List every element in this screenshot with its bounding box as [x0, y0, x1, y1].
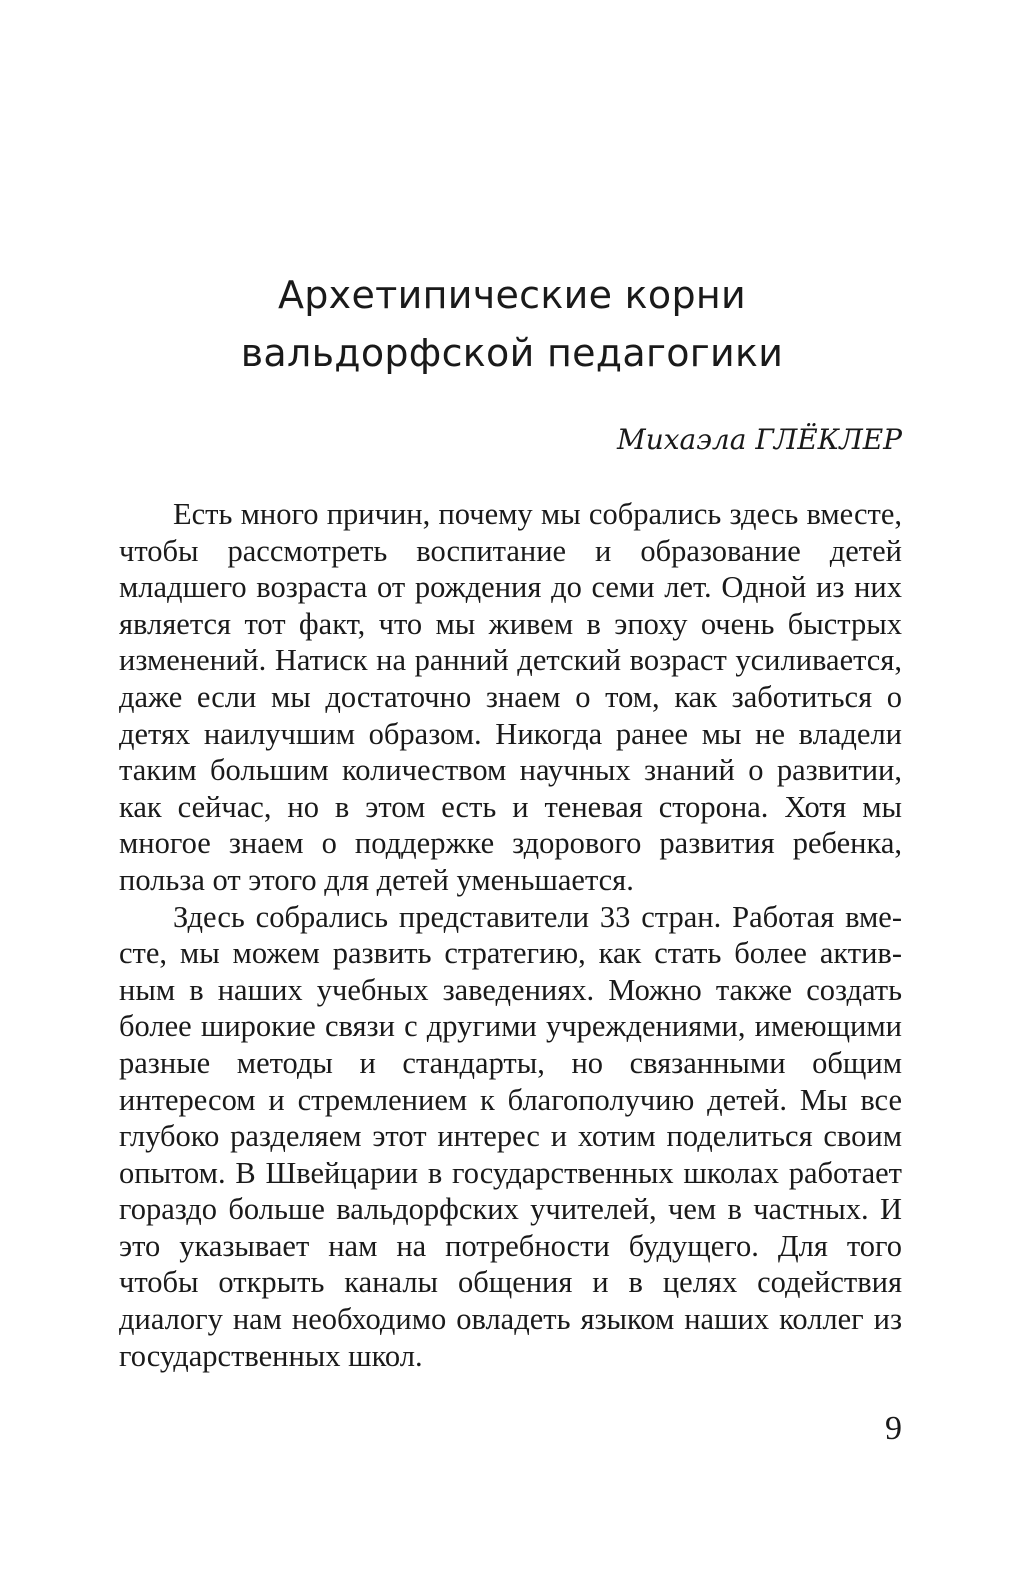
paragraph-2: Здесь собрались представители 33 стран. Работая вместе, мы можем развить стратегию, как стать более активным в наших учебных заведениях. Можно также создать более широкие связи с другими учреждениями, имеющими разные методы и стандарты, но связанными общим интересом и стремлением к благополучию детей. Мы все глубоко разделяем этот интерес и хотим поделиться своим опытом. В Швейцарии в государственных школах работает гораздо больше вальдорфских учителей, чем в частных. И это указывает нам на потребности будущего. Для того чтобы открыть каналы общения и в целях содействия диалогу нам необходимо овладеть языком наших коллег из государственных школ. — [119, 899, 902, 1373]
chapter-title — [0, 266, 1024, 382]
chapter-title-line-1: Архетипические корни — [277, 273, 747, 317]
paragraph-1: Есть много причин, почему мы собрались здесь вместе, чтобы рассмотреть воспитание и образование детей младшего возраста от рождения до семи лет. Одной из них является тот факт, что мы живем в эпоху очень быстрых изменений. Натиск на ранний детский возраст усиливается, даже если мы достаточно знаем о том, как заботиться о детях наилучшим образом. Никогда ранее мы не владели таким большим количеством научных знаний о развитии, как сейчас, но в этом есть и теневая сторона. Хотя мы многое знаем о поддержке здорового развития ребенка, польза от этого для детей уменьшается. — [119, 497, 902, 897]
body-text — [119, 496, 902, 1374]
author-name: Михаэла ГЛЁКЛЕР — [617, 423, 902, 456]
page-number: 9 — [885, 1410, 902, 1447]
chapter-title-line-2: вальдорфской педагогики — [240, 331, 784, 375]
